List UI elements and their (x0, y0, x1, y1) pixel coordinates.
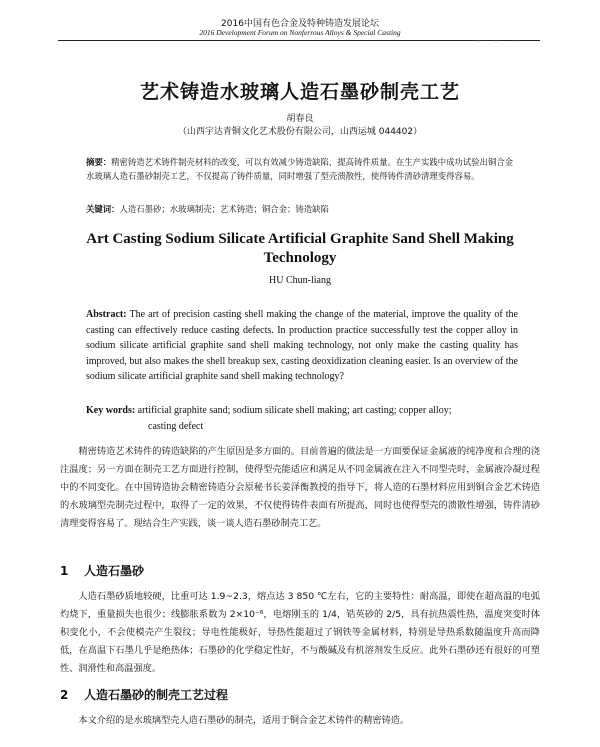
author-en: HU Chun-liang (269, 275, 331, 286)
paper-title-cn: 艺术铸造水玻璃人造石墨砂制壳工艺 (139, 81, 460, 103)
section-1-paragraph: 人造石墨砂质地较硬，比重可达 1.9~2.3，熔点达 3 850 ℃左右，它的主要特性：耐高温，即使在超高温的电弧灼烧下，重量损失也很少；线膨胀系数为 2×10⁻⁶，电熔刚玉的 1/4，锆英砂的 2/5，具有抗热震性热，温度突变时体积变化小，不会使模壳产生裂纹；导电性能极好，导热性能超过了钢铁等金属材料，特别是导热系数随温度升高而降低，在高温下石墨几乎是绝热体；石墨砂的化学稳定性好，不与酸碱及有机溶剂发生反应。此外石墨砂还有很好的可塑性、润滑性和高温强度。 (60, 591, 540, 674)
paper-title-en: Art Casting Sodium Silicate Artificial Graphite Sand Shell Making Technology (86, 231, 514, 266)
section-2-title: 人造石墨砂的制壳工艺过程 (84, 688, 229, 702)
author-cn: 胡春良 (286, 114, 314, 124)
section-2-paragraph: 本文介绍的是水玻璃型壳人造石墨砂的制壳，适用于铜合金艺术铸件的精密铸造。 (78, 715, 410, 726)
keywords-en-label: Key words: (86, 405, 136, 416)
section-2-heading (60, 686, 540, 703)
keywords-en-text: artificial graphite sand; sodium silicate shell making; art casting; copper alloy; (137, 405, 452, 416)
keywords-cn-label: 关键词： (86, 204, 120, 214)
section-2-number: 2 (60, 688, 69, 702)
section-1-heading (60, 562, 540, 579)
running-header-en: 2016 Development Forum on Nonferrous Alloys & Special Casting (199, 28, 401, 37)
header-marks: — — — (474, 36, 524, 45)
abstract-cn-label: 摘要： (86, 157, 112, 167)
abstract-en-text: The art of precision casting shell making the change of the material, improve the quality of the casting can effectively reduce casting defects. In production practice successfully test the copper alloy in sodium silicate artificial graphite sand shell making technology, not only make the casting quality has improved, but also makes the shell breakup sex, casting deoxidization cleaning easier. Is an overview of the sodium silicate artificial graphite sand shell making technology? (86, 309, 518, 383)
affiliation-cn: （山西宇达青铜文化艺术股份有限公司，山西运城 044402） (177, 127, 423, 137)
section-1-title: 人造石墨砂 (84, 564, 145, 578)
section-1-number: 1 (60, 564, 69, 578)
header-rule (58, 40, 540, 41)
keywords-en (86, 403, 518, 434)
running-header-cn: 2016中国有色合金及特种铸造发展论坛 (221, 19, 379, 29)
keywords-cn-text: 人造石墨砂；水玻璃制壳；艺术铸造；铜合金；铸造缺陷 (119, 204, 329, 214)
intro-paragraph: 精密铸造艺术铸件的铸造缺陷的产生原因是多方面的。目前普遍的做法是一方面要保证金属液的纯净度和合理的浇注温度；另一方面在制壳工艺方面进行控制，使得型壳能适应和满足从不同金属液在注入不同型壳时，金属液冷凝过程中的不同变化。在中国铸造协会精密铸造分会原秘书长姜泽衡教授的指导下，将人造的石墨材料应用到铜合金艺术铸造的水玻璃型壳制壳过程中，取得了一定的效果，不仅使得铸件表面有所提高，同时也使得型壳的溃散性增强，铸件清砂清理变得容易了。现结合生产实践，谈一谈人造石墨砂制壳工艺。 (60, 446, 540, 529)
abstract-en-label: Abstract: (86, 309, 127, 320)
keywords-en-cont: casting defect (148, 420, 204, 432)
abstract-en (86, 307, 518, 385)
abstract-cn-text: 精密铸造艺术铸件制壳材料的改变，可以有效减少铸造缺陷，提高铸件质量。在生产实践中成功试验出铜合金水玻璃人造石墨砂制壳工艺，不仅提高了铸件质量，同时增强了型壳溃散性，使得铸件清砂清理变得容易。 (86, 157, 514, 181)
abstract-cn (86, 155, 518, 183)
keywords-cn (86, 202, 518, 216)
